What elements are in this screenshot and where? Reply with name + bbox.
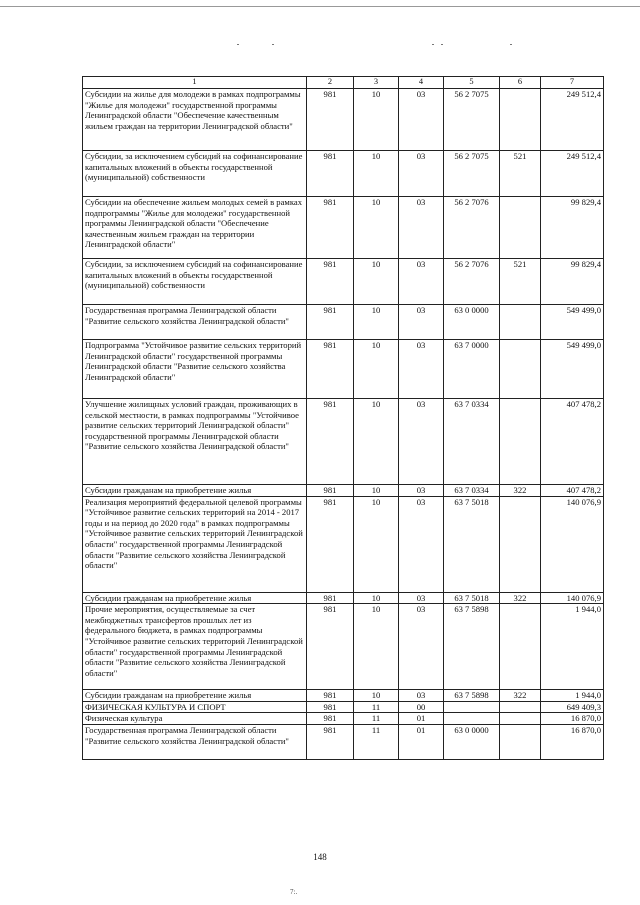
cell-subsection: 03 (399, 690, 444, 702)
cell-subsection: 03 (399, 259, 444, 305)
cell-section: 10 (354, 604, 399, 690)
table-row (83, 340, 604, 399)
cell-subsection: 01 (399, 713, 444, 725)
cell-amount: 407 478,2 (541, 399, 604, 485)
table-row (83, 690, 604, 702)
table-row (83, 496, 604, 592)
cell-expense-type: 521 (500, 259, 541, 305)
cell-target-article: 63 0 0000 (444, 724, 500, 759)
row-name: Субсидии гражданам на приобретение жилья (83, 592, 307, 604)
footer-mark: 7:. (290, 888, 298, 896)
col-header: 7 (541, 77, 604, 89)
cell-target-article: 56 2 7075 (444, 89, 500, 151)
cell-ved: 981 (307, 151, 354, 197)
cell-amount: 99 829,4 (541, 197, 604, 259)
cell-target-article: 63 0 0000 (444, 305, 500, 340)
col-header: 4 (399, 77, 444, 89)
cell-section: 10 (354, 259, 399, 305)
cell-amount: 549 499,0 (541, 340, 604, 399)
cell-ved: 981 (307, 701, 354, 713)
table-row (83, 713, 604, 725)
row-name: Прочие мероприятия, осуществляемые за счет межбюджетных трансфертов прошлых лет из федерального бюджета, в рамках подпрограммы "Устойчивое развитие сельских территорий Ленинградской области" государственной программы Ленинградской области "Развитие сельского хозяйства Ленинградской области" (83, 604, 307, 690)
cell-expense-type (500, 724, 541, 759)
table-row (83, 724, 604, 759)
cell-expense-type (500, 701, 541, 713)
cell-subsection: 03 (399, 197, 444, 259)
top-rule (0, 6, 640, 7)
cell-target-article: 63 7 0334 (444, 485, 500, 497)
cell-expense-type (500, 197, 541, 259)
cell-amount: 99 829,4 (541, 259, 604, 305)
cell-subsection: 03 (399, 399, 444, 485)
cell-expense-type (500, 496, 541, 592)
cell-section: 10 (354, 197, 399, 259)
row-name: Субсидии гражданам на приобретение жилья (83, 485, 307, 497)
col-header: 1 (83, 77, 307, 89)
table-row (83, 592, 604, 604)
cell-amount: 1 944,0 (541, 690, 604, 702)
cell-amount: 549 499,0 (541, 305, 604, 340)
cell-target-article: 56 2 7076 (444, 197, 500, 259)
table-row (83, 259, 604, 305)
cell-ved: 981 (307, 724, 354, 759)
cell-subsection: 03 (399, 89, 444, 151)
cell-subsection: 03 (399, 305, 444, 340)
cell-expense-type (500, 340, 541, 399)
cell-target-article: 63 7 0000 (444, 340, 500, 399)
cell-subsection: 03 (399, 340, 444, 399)
cell-target-article: 63 7 5018 (444, 496, 500, 592)
cell-ved: 981 (307, 713, 354, 725)
cell-expense-type: 521 (500, 151, 541, 197)
cell-subsection: 03 (399, 485, 444, 497)
cell-subsection: 00 (399, 701, 444, 713)
cell-expense-type: 322 (500, 592, 541, 604)
cell-ved: 981 (307, 690, 354, 702)
cell-subsection: 03 (399, 592, 444, 604)
cell-expense-type: 322 (500, 485, 541, 497)
cell-section: 10 (354, 496, 399, 592)
table-row (83, 399, 604, 485)
cell-expense-type (500, 604, 541, 690)
cell-ved: 981 (307, 496, 354, 592)
row-name: Субсидии, за исключением субсидий на софинансирование капитальных вложений в объекты государственной (муниципальной) собственности (83, 259, 307, 305)
cell-amount: 249 512,4 (541, 89, 604, 151)
row-name: Улучшение жилищных условий граждан, проживающих в сельской местности, в рамках подпрограммы "Устойчивое развитие сельских территорий Ленинградской области" государственной программы Ленинградской области "Развитие сельского хозяйства Ленинградской области" (83, 399, 307, 485)
cell-section: 10 (354, 399, 399, 485)
cell-target-article (444, 701, 500, 713)
cell-amount: 140 076,9 (541, 592, 604, 604)
cell-ved: 981 (307, 197, 354, 259)
cell-ved: 981 (307, 592, 354, 604)
cell-subsection: 03 (399, 604, 444, 690)
row-name: Государственная программа Ленинградской области "Развитие сельского хозяйства Ленинградской области" (83, 305, 307, 340)
cell-amount: 140 076,9 (541, 496, 604, 592)
col-header: 6 (500, 77, 541, 89)
row-name: Реализация мероприятий федеральной целевой программы "Устойчивое развитие сельских территорий на 2014 - 2017 годы и на период до 2020 года" в рамках подпрограммы "Устойчивое развитие сельских территорий Ленинградской области" государственной программы Ленинградской области "Развитие сельского хозяйства Ленинградской области" (83, 496, 307, 592)
cell-section: 10 (354, 151, 399, 197)
cell-amount: 649 409,3 (541, 701, 604, 713)
row-name: Субсидии на жилье для молодежи в рамках подпрограммы "Жилье для молодежи" государственной программы Ленинградской области "Обеспечение качественным жильем граждан на территории Ленинградской области" (83, 89, 307, 151)
row-name: Субсидии, за исключением субсидий на софинансирование капитальных вложений в объекты государственной (муниципальной) собственности (83, 151, 307, 197)
col-header: 3 (354, 77, 399, 89)
row-name: Подпрограмма "Устойчивое развитие сельских территорий Ленинградской области" государственной программы Ленинградской области "Развитие сельского хозяйства Ленинградской области" (83, 340, 307, 399)
cell-target-article (444, 713, 500, 725)
row-name: Субсидии гражданам на приобретение жилья (83, 690, 307, 702)
table-row (83, 604, 604, 690)
cell-section: 10 (354, 485, 399, 497)
table-row (83, 305, 604, 340)
cell-subsection: 03 (399, 496, 444, 592)
page-number: 148 (313, 852, 327, 862)
table-row (83, 197, 604, 259)
cell-ved: 981 (307, 340, 354, 399)
scan-speck (237, 44, 239, 45)
scan-speck (432, 44, 434, 45)
table-row (83, 151, 604, 197)
cell-section: 10 (354, 690, 399, 702)
cell-expense-type: 322 (500, 690, 541, 702)
col-header: 5 (444, 77, 500, 89)
cell-amount: 16 870,0 (541, 713, 604, 725)
cell-amount: 249 512,4 (541, 151, 604, 197)
cell-section: 10 (354, 340, 399, 399)
cell-section: 10 (354, 89, 399, 151)
cell-ved: 981 (307, 89, 354, 151)
cell-target-article: 63 7 0334 (444, 399, 500, 485)
table-row (83, 701, 604, 713)
cell-subsection: 01 (399, 724, 444, 759)
cell-amount: 1 944,0 (541, 604, 604, 690)
header-row (83, 77, 604, 89)
table-row (83, 485, 604, 497)
cell-subsection: 03 (399, 151, 444, 197)
cell-target-article: 56 2 7075 (444, 151, 500, 197)
scan-speck (510, 44, 512, 45)
cell-ved: 981 (307, 399, 354, 485)
cell-target-article: 63 7 5898 (444, 690, 500, 702)
scan-speck (272, 44, 274, 45)
cell-target-article: 63 7 5018 (444, 592, 500, 604)
cell-amount: 407 478,2 (541, 485, 604, 497)
cell-target-article: 63 7 5898 (444, 604, 500, 690)
budget-table (82, 76, 604, 760)
cell-expense-type (500, 713, 541, 725)
cell-section: 11 (354, 701, 399, 713)
row-name: Государственная программа Ленинградской области "Развитие сельского хозяйства Ленинградской области" (83, 724, 307, 759)
cell-ved: 981 (307, 305, 354, 340)
cell-section: 11 (354, 724, 399, 759)
table-row (83, 89, 604, 151)
row-name: Физическая культура (83, 713, 307, 725)
cell-section: 10 (354, 305, 399, 340)
cell-target-article: 56 2 7076 (444, 259, 500, 305)
cell-amount: 16 870,0 (541, 724, 604, 759)
cell-ved: 981 (307, 604, 354, 690)
cell-expense-type (500, 305, 541, 340)
cell-expense-type (500, 399, 541, 485)
cell-section: 11 (354, 713, 399, 725)
row-name: Субсидии на обеспечение жильем молодых семей в рамках подпрограммы "Жилье для молодежи" государственной программы Ленинградской области "Обеспечение качественным жильем граждан на территории Ленинградской области" (83, 197, 307, 259)
cell-ved: 981 (307, 485, 354, 497)
col-header: 2 (307, 77, 354, 89)
cell-expense-type (500, 89, 541, 151)
row-name: ФИЗИЧЕСКАЯ КУЛЬТУРА И СПОРТ (83, 701, 307, 713)
cell-ved: 981 (307, 259, 354, 305)
scan-speck (441, 44, 443, 45)
cell-section: 10 (354, 592, 399, 604)
